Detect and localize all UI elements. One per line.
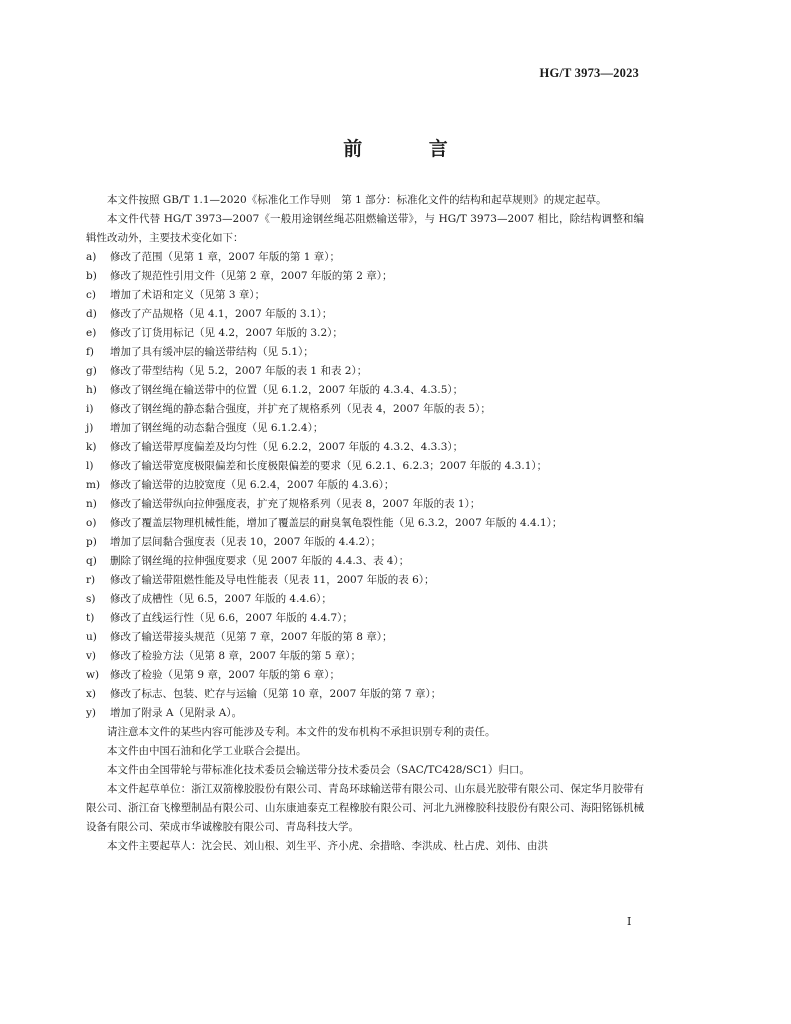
list-item-text: 修改了输送带纵向拉伸强度表，扩充了规格系列（见表 8，2007 年版的表 1）； [110,498,481,510]
list-item [86,286,644,305]
list-marker: u) [86,631,97,643]
list-item-text: 修改了输送带宽度极限偏差和长度极限偏差的要求（见 6.2.1、6.2.3；2007 年版的 4.3.1）； [110,460,548,472]
list-item-text: 修改了检验方法（见第 8 章，2007 年版的第 5 章）； [110,650,362,662]
list-item [86,324,644,343]
list-item-text: 修改了钢丝绳的静态黏合强度，并扩充了规格系列（见表 4，2007 年版的表 5）； [110,403,491,415]
list-marker: d) [86,308,97,320]
paragraph-proposer: 本文件由中国石油和化学工业联合会提出。 [107,745,307,757]
list-marker: n) [86,498,97,510]
list-item [86,343,644,362]
list-item-text: 修改了产品规格（见 4.1，2007 年版的 3.1）； [110,308,333,320]
list-item-text: 增加了钢丝绳的动态黏合强度（见 6.1.2.4）； [110,422,324,434]
list-item [86,666,644,685]
list-marker: b) [86,270,97,282]
list-marker: e) [86,327,97,339]
list-item [86,514,644,533]
list-item [86,495,644,514]
list-marker: m) [86,479,101,491]
list-item-text: 修改了输送带的边胶宽度（见 6.2.4，2007 年版的 4.3.6）； [110,479,395,491]
list-item [86,457,644,476]
list-item [86,400,644,419]
document-body [86,191,644,856]
list-marker: t) [86,612,95,624]
list-item [86,628,644,647]
list-item-text: 修改了范围（见第 1 章，2007 年版的第 1 章）； [110,251,341,263]
paragraph-drafting-units: 本文件起草单位：浙江双箭橡胶股份有限公司、青岛环球输送带有限公司、山东晨光胶带有限公司、保定华月胶带有限公司、浙江奋飞橡塑制品有限公司、山东康迪泰克工程橡胶有限公司、河北九洲橡胶科技股份有限公司、海阳铭铄机械设备有限公司、荣成市华诚橡胶有限公司、青岛科技大学。 [86,783,644,833]
list-marker: s) [86,593,96,605]
list-item [86,476,644,495]
list-marker: j) [86,422,94,434]
list-item-text: 修改了输送带厚度偏差及均匀性（见 6.2.2，2007 年版的 4.3.2、4.3.3）； [110,441,464,453]
list-item-text: 修改了覆盖层物理机械性能，增加了覆盖层的耐臭氧龟裂性能（见 6.3.2，2007 年版的 4.4.1）； [110,517,563,529]
list-marker: r) [86,574,96,586]
list-item-text: 修改了直线运行性（见 6.6，2007 年版的 4.4.7）； [110,612,353,624]
list-item-text: 增加了层间黏合强度表（见表 10，2007 年版的 4.4.2）； [110,536,382,548]
list-item [86,248,644,267]
list-marker: i) [86,403,94,415]
changes-list [86,248,644,723]
list-marker: q) [86,555,97,567]
list-item-text: 修改了检验（见第 9 章，2007 年版的第 6 章）； [110,669,341,681]
list-item-text: 修改了标志、包装、贮存与运输（见第 10 章，2007 年版的第 7 章）； [110,688,442,700]
list-item-text: 修改了成槽性（见 6.5，2007 年版的 4.4.6）； [110,593,332,605]
list-item-text: 修改了带型结构（见 5.2，2007 年版的表 1 和表 2）； [110,365,368,377]
list-marker: p) [86,536,97,548]
list-marker: w) [86,669,100,681]
list-marker: l) [86,460,94,472]
list-item [86,362,644,381]
list-item [86,438,644,457]
list-item-text: 修改了订货用标记（见 4.2，2007 年版的 3.2）； [110,327,343,339]
paragraph-replacement: 本文件代替 HG/T 3973—2007《一般用途钢丝绳芯阻燃输送带》，与 HG/T 3973—2007 相比，除结构调整和编辑性改动外，主要技术变化如下： [86,213,644,244]
list-marker: c) [86,289,96,301]
list-item-text: 增加了附录 A（见附录 A）。 [110,707,243,719]
paragraph-patent-notice: 请注意本文件的某些内容可能涉及专利。本文件的发布机构不承担识别专利的责任。 [107,726,496,738]
list-item [86,685,644,704]
list-marker: v) [86,650,97,662]
list-item-text: 修改了输送带接头规范（见第 7 章，2007 年版的第 8 章）； [110,631,393,643]
list-item [86,647,644,666]
list-item [86,571,644,590]
list-item-text: 增加了具有缓冲层的输送带结构（见 5.1）； [110,346,314,358]
list-item-text: 修改了规范性引用文件（见第 2 章，2007 年版的第 2 章）； [110,270,393,282]
list-marker: o) [86,517,97,529]
list-item [86,704,644,723]
list-item [86,590,644,609]
page-title: 前 言 [343,138,478,160]
list-item-text: 修改了输送带阻燃性能及导电性能表（见表 11，2007 年版的表 6）； [110,574,435,586]
list-marker: h) [86,384,97,396]
list-item [86,533,644,552]
list-item [86,609,644,628]
list-item-text: 增加了术语和定义（见第 3 章）； [110,289,266,301]
list-item-text: 修改了钢丝绳在输送带中的位置（见 6.1.2，2007 年版的 4.3.4、4.3.5）； [110,384,464,396]
document-code: HG/T 3973—2023 [539,66,639,80]
list-marker: f) [86,346,94,358]
list-item [86,305,644,324]
list-marker: k) [86,441,97,453]
list-marker: a) [86,251,97,263]
list-marker: x) [86,688,97,700]
list-marker: y) [86,707,97,719]
paragraph-drafters: 本文件主要起草人：沈会民、刘山根、刘生平、齐小虎、余措晗、李洪成、杜占虎、刘伟、由洪 [107,840,548,852]
list-item-text: 删除了钢丝绳的拉伸强度要求（见 2007 年版的 4.4.3、表 4）； [110,555,410,567]
list-marker: g) [86,365,97,377]
list-item [86,419,644,438]
paragraph-drafting-rules: 本文件按照 GB/T 1.1—2020《标准化工作导则 第 1 部分：标准化文件的结构和起草规则》的规定起草。 [107,194,607,206]
list-item [86,267,644,286]
list-item [86,381,644,400]
list-item [86,552,644,571]
paragraph-committee: 本文件由全国带轮与带标准化技术委员会输送带分技术委员会（SAC/TC428/SC1）归口。 [107,764,530,776]
page-number: I [627,915,632,928]
